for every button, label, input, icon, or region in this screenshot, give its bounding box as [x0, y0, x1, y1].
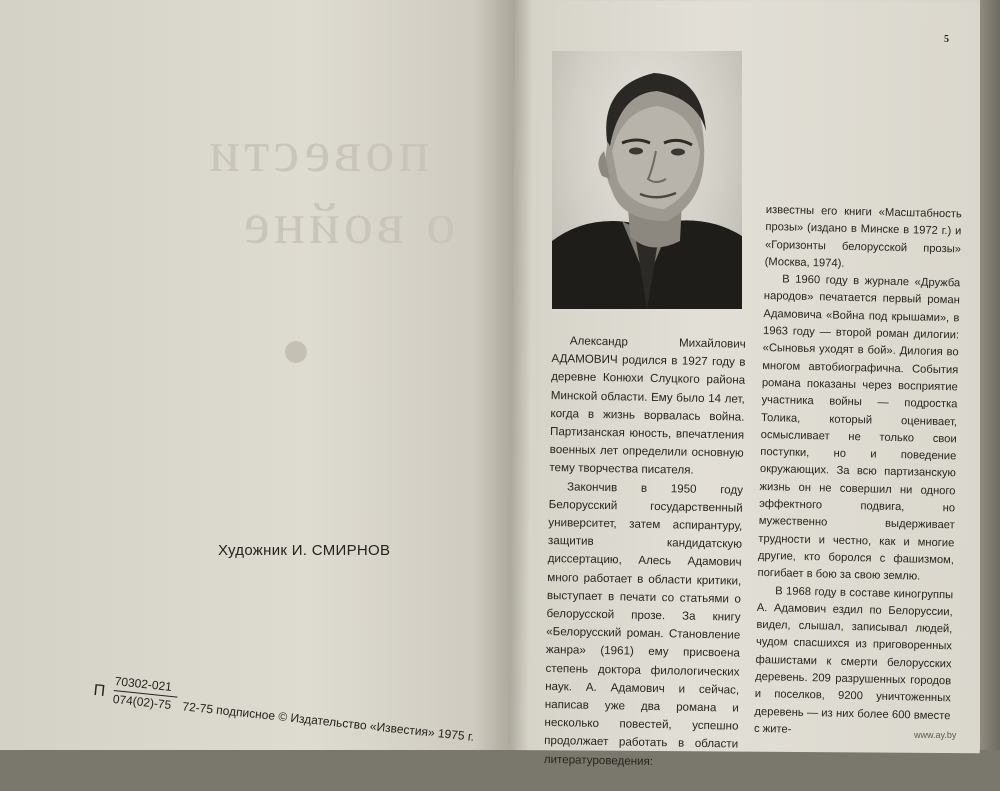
bleed-through-title-line2: о войне [240, 191, 456, 256]
text-column-1 [544, 332, 746, 773]
column1-paragraph-2: Закончив в 1950 году Белорусский государственный университет, затем аспирантуру, защитив кандидатскую диссертацию, Алесь Адамович много работает в области критики, выступает в печати со статьями о белорусской прозе. За книгу «Белорусский роман. Становление жанра» (1961) ему присвоена степень доктора филологических наук. А. Адамович и сейчас, написав уже два романа и несколько повестей, успешно продолжает работать в области литературоведения: [543, 479, 744, 768]
imprint-code-top: 70302-021 [114, 674, 173, 694]
imprint-prefix: П [92, 681, 106, 701]
author-portrait [552, 51, 742, 309]
table-surface [980, 0, 1000, 750]
imprint-code-bottom: 074(02)-75 [112, 691, 172, 713]
artist-credit: Художник И. СМИРНОВ [218, 542, 391, 559]
column1-paragraph-1: Александр Михайлович АДАМОВИЧ родился в 1927 году в деревне Конюхи Слуцкого района Минской области. Ему было 14 лет, когда в жизнь ворвалась война. Партизанская юность, впечатления военных лет определили основную тему творчества писателя. [549, 334, 746, 478]
site-watermark: www.ay.by [914, 730, 957, 740]
bleed-through-emblem [285, 341, 307, 363]
imprint-publisher-line: 72-75 подписное © Издательство «Известия» 1975 г. [181, 699, 475, 744]
left-page [0, 0, 515, 750]
bleed-through-title-line1: повести [205, 119, 430, 184]
page-number: 5 [944, 34, 949, 45]
author-portrait-drawing [552, 51, 742, 309]
column2-paragraph-2: В 1960 году в журнале «Дружба народов» печатается первый роман Адамовича «Война под крышами», в 1963 году — второй роман дилогии: «Сыновья уходят в бой». Дилогия во многом автобиографична. События романа показаны через восприятие участника войны — подростка Толика, который оценивает, осмысливает не только свои поступки, но и поведение окружающих. За всю партизанскую жизнь он не совершил ни одного эффектного подвига, но мужественно выдерживает трудности и честно, как и многие другие, кто боролся с фашизмом, погибает в бою за свою землю. [757, 273, 961, 583]
text-column-2 [754, 202, 962, 743]
column2-paragraph-3: В 1968 году в составе киногруппы А. Адамович ездил по Белоруссии, видел, слышал, записывал людей, чудом спасшихся из приговоренных фашистами к смерти белорусских деревень. 209 разрушенных городов и поселков, 9200 уничтоженных деревень — из них более 600 вместе с жите- [753, 584, 954, 736]
column2-paragraph-1: известны его книги «Масштабность прозы» (издано в Минске в 1972 г.) и «Горизонты белорусской прозы» (Москва, 1974). [764, 203, 962, 270]
